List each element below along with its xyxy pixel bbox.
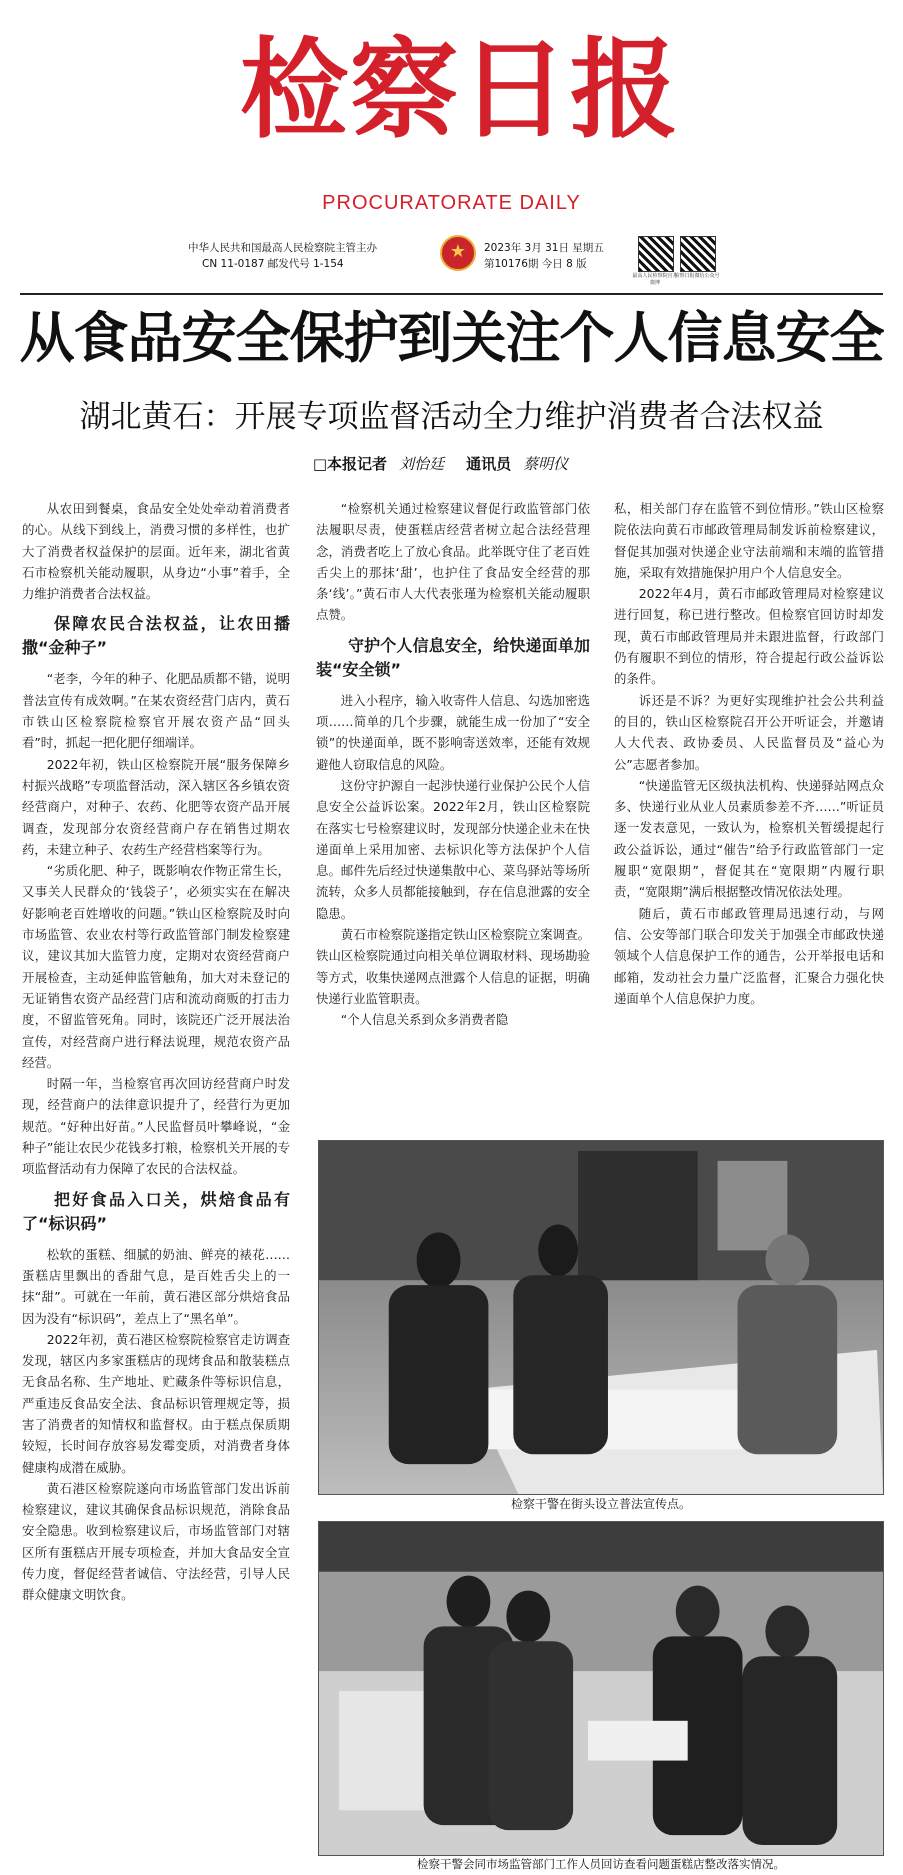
paragraph: 随后，黄石市邮政管理局迅速行动，与网信、公安等部门联合印发关于加强全市邮政快递领域个人信息保护工作的通告，公开举报电话和邮箱，发动社会力量广泛监督，汇聚合力强化快递面单个人信息保护力度。 xyxy=(614,905,884,1006)
section-heading: 把好食品入口关，烘焙食品有了“标识码” xyxy=(22,1189,290,1233)
qr-caption-left: 最高人民检察院官方微博 xyxy=(632,273,678,286)
paragraph: 私，相关部门存在监管不到位情形。”铁山区检察院依法向黄石市邮政管理局制发诉前检察建议，督促其加强对快递企业守法前端和末端的监管措施，采取有效措施保护用户个人信息安全。 xyxy=(614,501,884,580)
issue-date: 2023年 3月 31日 星期五 xyxy=(484,242,604,254)
weibo-qr-code-icon[interactable] xyxy=(638,236,674,272)
photo-caption-2: 检察干警会同市场监管部门工作人员回访查看问题蛋糕店整改落实情况。 xyxy=(417,1857,785,1871)
paragraph: 黄石港区检察院遂向市场监管部门发出诉前检察建议，建议其确保食品标识规范，消除食品安全隐患。收到检察建议后，市场监管部门对辖区所有蛋糕店开展专项检查，并加大食品安全宣传力度，督促经营者诚信、守法经营，引导人民群众健康文明饮食。 xyxy=(22,1480,290,1603)
cake-shop-revisit-photo xyxy=(318,1521,884,1856)
paragraph: “快递监管无区级执法机构、快递驿站网点众多、快递行业从业人员素质参差不齐……”听证员逐一发表意见，一致认为，检察机关暂缓提起行政公益诉讼，通过“催告”给予行政监管部门一定履职“宽限期”，督促其在“宽限期”内履行职责，“宽限期”满后根据整改情况依法处理。 xyxy=(614,777,884,900)
paragraph: 2022年4月，黄石市邮政管理局对检察建议进行回复，称已进行整改。但检察官回访时却发现，黄石市邮政管理局并未跟进监督，行政部门仍有履职不到位的情形，符合提起行政公益诉讼的条件。 xyxy=(614,586,884,687)
paragraph: 这份守护源自一起涉快递行业保护公民个人信息安全公益诉讼案。2022年2月，铁山区检察院在落实七号检察建议时，发现部分快递企业未在快递面单上采用加密、去标识化等方法保护个人信息。邮件先后经过快递集散中心、菜鸟驿站等场所流转，众多人员都能接触到，存在信息泄露的安全隐患。 xyxy=(316,777,590,921)
paragraph: “个人信息关系到众多消费者隐 xyxy=(340,1012,509,1028)
reporter-name: 刘怡廷 xyxy=(399,455,445,473)
masthead xyxy=(0,0,903,300)
paragraph: 时隔一年，当检察官再次回访经营商户时发现，经营商户的法律意识提升了，经营行为更加规范。“好种出好苗。”人民监督员叶攀峰说，“金种子”能让农民少花钱多打粮，检察机关开展的专项监督活动有力保障了农民的合法权益。 xyxy=(22,1076,290,1177)
photo-illustration xyxy=(319,1141,883,1494)
paragraph: 松软的蛋糕、细腻的奶油、鲜亮的裱花……蛋糕店里飘出的香甜气息，是百姓舌尖上的一抹“甜”。可就在一年前，黄石港区部分烘焙食品因为没有“标识码”，差点上了“黑名单”。 xyxy=(22,1246,290,1326)
paragraph: 黄石市检察院遂指定铁山区检察院立案调查。铁山区检察院通过向相关单位调取材料、现场勘验等方式，收集快递网点泄露个人信息的证据，明确快递行业监管职责。 xyxy=(316,927,590,1006)
paragraph: 诉还是不诉？为更好实现维护社会公共利益的目的，铁山区检察院召开公开听证会，并邀请人大代表、政协委员、人民监督员及“益心为公”志愿者参加。 xyxy=(614,692,884,772)
paragraph: 2022年初，铁山区检察院开展“服务保障乡村振兴战略”专项监督活动，深入辖区各乡镇农资经营商户，对种子、农药、化肥等农资产品开展调查，发现部分农资经营商户存在销售过期农药，未建立种子、农药生产经营档案等行为。 xyxy=(22,756,290,857)
newspaper-title: 检察日报 xyxy=(239,27,680,153)
correspondent-label: 通讯员 xyxy=(466,455,512,473)
headline: 从食品安全保护到关注个人信息安全 xyxy=(19,306,884,370)
paragraph: “劣质化肥、种子，既影响农作物正常生长，又事关人民群众的‘钱袋子’，必须实实在在解决好影响老百姓增收的问题。”铁山区检察院及时向市场监管、农业农村等行政监管部门制发检察建议，建议其加大监管力度，定期对农资经营商户开展检查，主动延伸监管触角，加大对未登记的无证销售农资产品经营门店和流动商贩的打击力度，不留监管死角。同时，该院还广泛开展法治宣传，对经营商户进行释法说理，规范农资产品经营。 xyxy=(22,863,290,1070)
article-column-1 xyxy=(22,498,290,1863)
subheadline: 湖北黄石：开展专项监督活动全力维护消费者合法权益 xyxy=(79,399,824,435)
cn-number: CN 11-0187 邮发代号 1-154 xyxy=(202,258,344,270)
photo-illustration xyxy=(319,1522,883,1855)
qr-caption-right: 检察日报微信公众号 xyxy=(674,273,720,279)
paragraph: 从农田到餐桌，食品安全处处牵动着消费者的心。从线下到线上，消费习惯的多样性，也扩大了消费者权益保护的层面。近年来，湖北省黄石市检察机关能动履职，从身边“小事”着手，全力维护消费者合法权益。 xyxy=(22,501,290,602)
street-legal-promotion-photo xyxy=(318,1140,884,1495)
byline xyxy=(0,453,903,475)
section-heading: 守护个人信息安全，给快递面单加装“安全锁” xyxy=(316,635,590,679)
section-heading: 保障农民合法权益，让农田播撒“金种子” xyxy=(22,614,290,658)
photo-caption-1: 检察干警在街头设立普法宣传点。 xyxy=(510,1497,691,1511)
issue-number: 第10176期 今日 8 版 xyxy=(484,258,587,270)
national-emblem-icon xyxy=(440,235,476,271)
paragraph: “老李，今年的种子、化肥品质都不错，说明普法宣传有成效啊。”在某农资经营门店内，黄石市铁山区检察院检察官开展农资产品“回头看”时，抓起一把化肥仔细端详。 xyxy=(22,671,290,751)
article-column-2 xyxy=(316,498,590,1138)
correspondent-name: 蔡明仪 xyxy=(523,455,569,473)
newspaper-title-en: PROCURATORATE DAILY xyxy=(322,192,581,214)
sponsor-text: 中华人民共和国最高人民检察院主管主办 xyxy=(188,242,377,254)
paragraph: 2022年初，黄石港区检察院检察官走访调查发现，辖区内多家蛋糕店的现烤食品和散装糕点无食品名称、生产地址、贮藏条件等标识信息，严重违反食品安全法、食品标识管理规定等，损害了消费者的知情权和监督权。由于糕点保质期较短，长时间存放容易发霉变质，对消费者身体健康构成潜在威胁。 xyxy=(22,1331,290,1475)
issue-info xyxy=(484,240,634,272)
article-column-3 xyxy=(614,498,884,1138)
publisher-info xyxy=(188,240,438,272)
paragraph: 进入小程序，输入收寄件人信息、勾选加密选项……简单的几个步骤，就能生成一份加了“安全锁”的快递面单，既不影响寄送效率，还能有效规避他人窃取信息的风险。 xyxy=(316,692,590,772)
wechat-qr-code-icon[interactable] xyxy=(680,236,716,272)
masthead-divider xyxy=(20,293,883,295)
reporter-label: □本报记者 xyxy=(312,455,388,473)
paragraph: “检察机关通过检察建议督促行政监管部门依法履职尽责，使蛋糕店经营者树立起合法经营理念，消费者吃上了放心食品。此举既守住了老百姓舌尖上的那抹‘甜’，也护住了食品安全经营的那条‘线’。”黄石市人大代表张瑾为检察机关能动履职点赞。 xyxy=(316,501,590,623)
